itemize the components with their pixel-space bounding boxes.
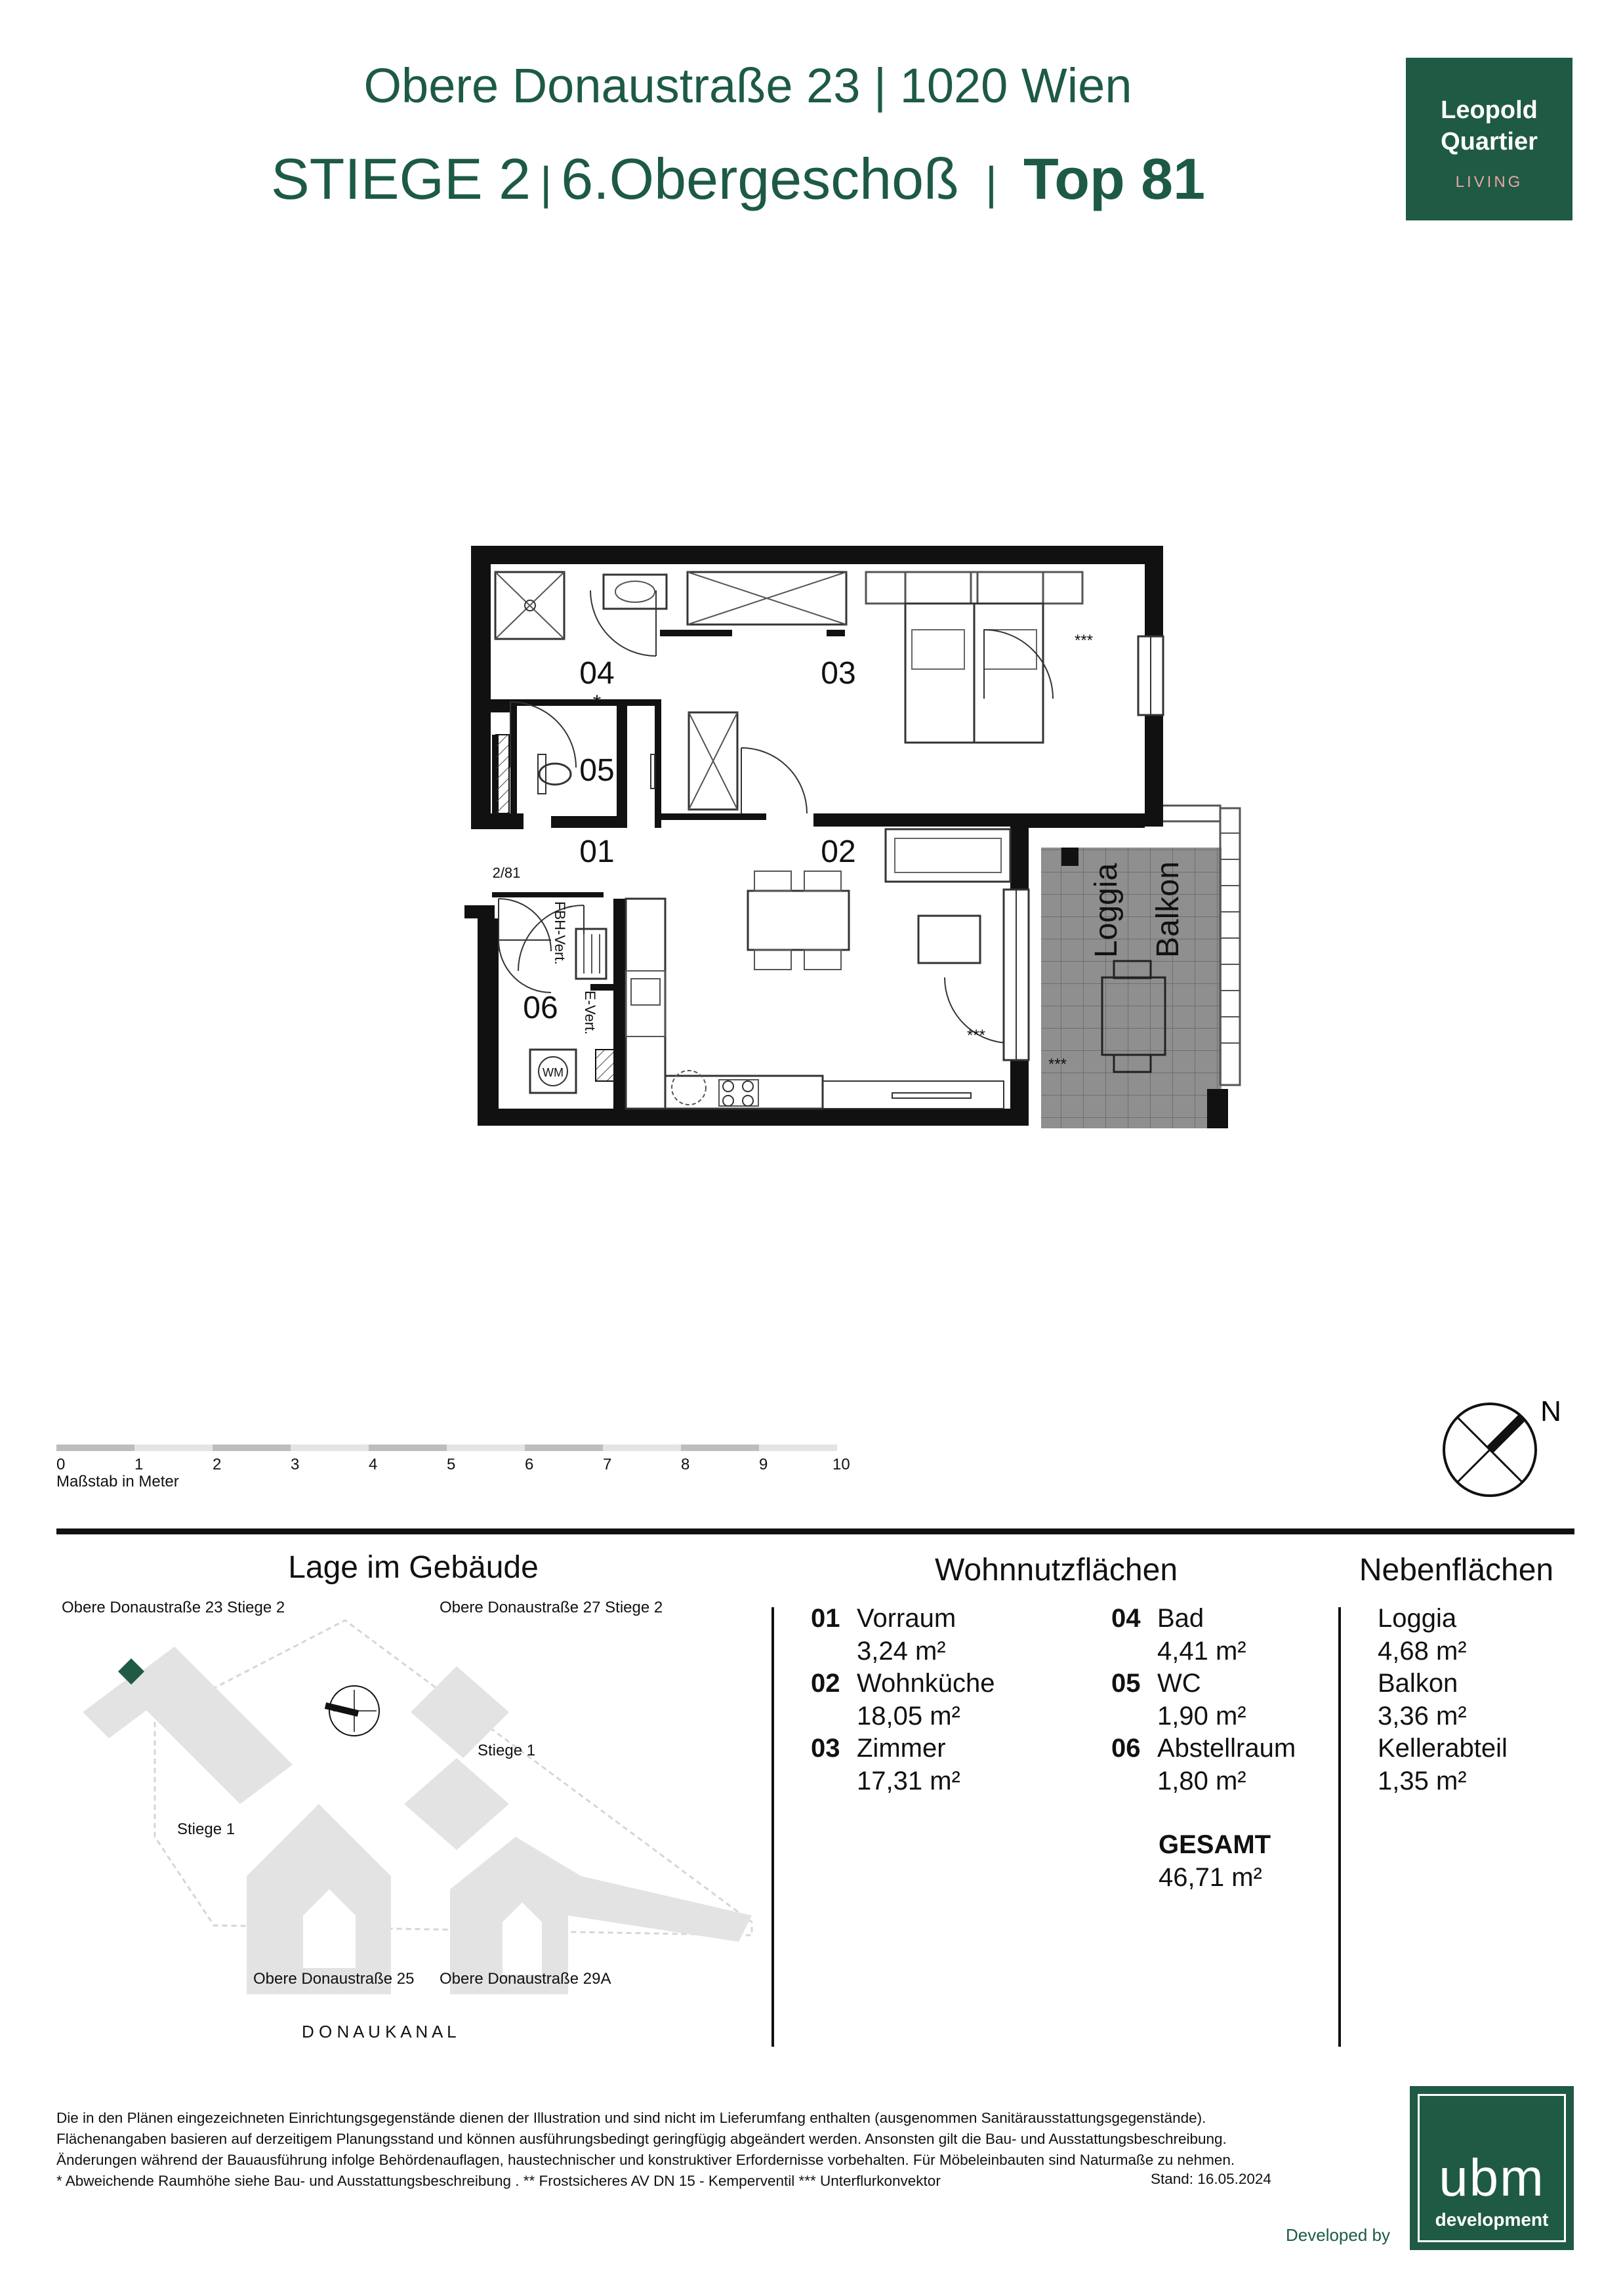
area-num: 01 xyxy=(811,1604,840,1633)
site-plan xyxy=(56,1601,765,2060)
neben-label: Balkon xyxy=(1378,1669,1458,1698)
room-05-label: 05 xyxy=(579,753,615,788)
area-num: 05 xyxy=(1111,1669,1141,1698)
area-value: 17,31 m² xyxy=(857,1767,960,1795)
ev-label: E-Vert. xyxy=(582,991,598,1035)
neben-value: 1,35 m² xyxy=(1378,1767,1467,1795)
area-label: Vorraum xyxy=(857,1604,956,1633)
fbh-label: FBH-Vert. xyxy=(552,901,568,965)
scale-tick: 7 xyxy=(603,1456,612,1473)
neben-item xyxy=(1378,1732,1508,1797)
scale-tick: 6 xyxy=(525,1456,534,1473)
room-02-label: 02 xyxy=(821,834,856,869)
divider xyxy=(56,1528,1574,1534)
balkon-label: Balkon xyxy=(1151,861,1185,958)
lage-title: Lage im Gebäude xyxy=(288,1550,539,1585)
floor-label: 6.Obergeschoß xyxy=(561,146,959,211)
divider xyxy=(771,1607,774,2047)
area-value: 18,05 m² xyxy=(857,1702,960,1731)
disclaimer-line: * Abweichende Raumhöhe siehe Bau- und Ausstattungsbeschreibung . ** Frostsicheres AV DN 15 - Kemperventil *** Unterflurkonvektor xyxy=(56,2173,941,2189)
area-value: 1,90 m² xyxy=(1157,1702,1246,1731)
convector-mark: *** xyxy=(1048,1056,1067,1073)
neben-label: Loggia xyxy=(1378,1604,1457,1633)
wm-label: WM xyxy=(543,1066,564,1079)
convector-mark: *** xyxy=(966,1027,986,1044)
stair-label: STIEGE 2 xyxy=(270,146,531,211)
unit-tag: 2/81 xyxy=(492,865,521,881)
scale-tick: 3 xyxy=(291,1456,300,1473)
logo-line-3: LIVING xyxy=(1455,173,1523,191)
area-label: Bad xyxy=(1157,1604,1204,1633)
loggia-label: Loggia xyxy=(1089,863,1124,958)
room-01-label: 01 xyxy=(579,834,615,869)
convector-mark: *** xyxy=(1074,632,1094,649)
area-value: 3,24 m² xyxy=(857,1637,946,1666)
disclaimer-line: Änderungen während der Bauausführung infolge Behördenauflagen, haustechnischer und konstruktiver Erfordernisse vorbehalten. Für Möbeleinbauten sind Naturmaße zu nehmen. xyxy=(56,2152,1235,2168)
area-label: Zimmer xyxy=(857,1734,946,1763)
label-b29a: Obere Donaustraße 29A xyxy=(440,1970,611,1988)
area-label: Wohnküche xyxy=(857,1669,995,1698)
area-label: WC xyxy=(1157,1669,1201,1698)
scale-tick: 8 xyxy=(681,1456,690,1473)
north-label: N xyxy=(1540,1395,1561,1427)
scale-tick: 9 xyxy=(759,1456,768,1473)
label-canal: D O N A U K A N A L xyxy=(302,2022,457,2041)
area-num: 04 xyxy=(1111,1604,1141,1633)
neben-value: 3,36 m² xyxy=(1378,1702,1467,1731)
area-value: 1,80 m² xyxy=(1157,1767,1246,1795)
total-value: 46,71 m² xyxy=(1159,1863,1262,1892)
north-arrow-icon xyxy=(1441,1391,1572,1502)
logo-line-1: Leopold xyxy=(1441,96,1538,124)
separator: | xyxy=(540,157,552,209)
scale-tick: 2 xyxy=(213,1456,222,1473)
scale-bar xyxy=(56,1443,883,1476)
neben-item xyxy=(1378,1667,1467,1732)
wohn-title: Wohnnutzflächen xyxy=(934,1553,1178,1588)
area-label: Abstellraum xyxy=(1157,1734,1296,1763)
area-num: 03 xyxy=(811,1734,840,1763)
neben-label: Kellerabteil xyxy=(1378,1734,1508,1763)
disclaimer-line: Die in den Plänen eingezeichneten Einrichtungsgegenstände dienen der Illustration und sind nicht im Lieferumfang enthalten (ausgenommen Sanitärausstattungsgegenstände). xyxy=(56,2110,1206,2126)
developed-by: Developed by xyxy=(1286,2225,1390,2245)
label-b27: Obere Donaustraße 27 Stiege 2 xyxy=(440,1601,663,1616)
neben-value: 4,68 m² xyxy=(1378,1637,1467,1666)
scale-tick: 1 xyxy=(134,1456,144,1473)
neben-item xyxy=(1378,1602,1467,1668)
scale-tick: 10 xyxy=(832,1456,850,1473)
stand-date: Stand: 16.05.2024 xyxy=(1151,2171,1271,2187)
room-06-label: 06 xyxy=(523,991,558,1025)
label-b23: Obere Donaustraße 23 Stiege 2 xyxy=(62,1601,285,1616)
separator: | xyxy=(985,157,997,209)
room-04-label: 04 xyxy=(579,656,615,691)
divider xyxy=(1338,1607,1341,2047)
loggia-floor xyxy=(1041,848,1222,1128)
ubm-mark: ubm xyxy=(1439,2148,1545,2207)
area-num: 02 xyxy=(811,1669,840,1698)
unit-label: Top 81 xyxy=(1023,146,1206,211)
total-label: GESAMT xyxy=(1159,1830,1271,1859)
scale-caption: Maßstab in Meter xyxy=(56,1473,179,1490)
room-03-label: 03 xyxy=(821,656,856,691)
label-stiege1-right: Stiege 1 xyxy=(478,1742,536,1759)
ubm-logo xyxy=(1410,2086,1574,2250)
scale-tick: 4 xyxy=(369,1456,378,1473)
disclaimer-line: Flächenangaben basieren auf derzeitigem Planungsstand und können ausführungsbedingt geringfügig abgeändert werden. Ansonsten gilt die Bau- und Ausstattungsbeschreibung. xyxy=(56,2131,1227,2147)
scale-tick: 0 xyxy=(56,1456,66,1473)
unit-subtitle xyxy=(0,146,1476,213)
area-value: 4,41 m² xyxy=(1157,1637,1246,1666)
leopold-quartier-logo xyxy=(1406,58,1572,220)
disclaimer xyxy=(56,2108,1303,2192)
area-num: 06 xyxy=(1111,1734,1141,1763)
logo-line-2: Quartier xyxy=(1441,128,1538,155)
label-b25: Obere Donaustraße 25 xyxy=(253,1970,415,1988)
bath-note: * xyxy=(592,691,602,714)
ubm-sub: development xyxy=(1435,2209,1549,2230)
address-title: Obere Donaustraße 23 | 1020 Wien xyxy=(363,58,1132,113)
scale-tick: 5 xyxy=(447,1456,456,1473)
neben-title: Nebenflächen xyxy=(1359,1553,1554,1588)
floor-plan xyxy=(459,538,1260,1141)
label-stiege1-left: Stiege 1 xyxy=(177,1820,236,1838)
